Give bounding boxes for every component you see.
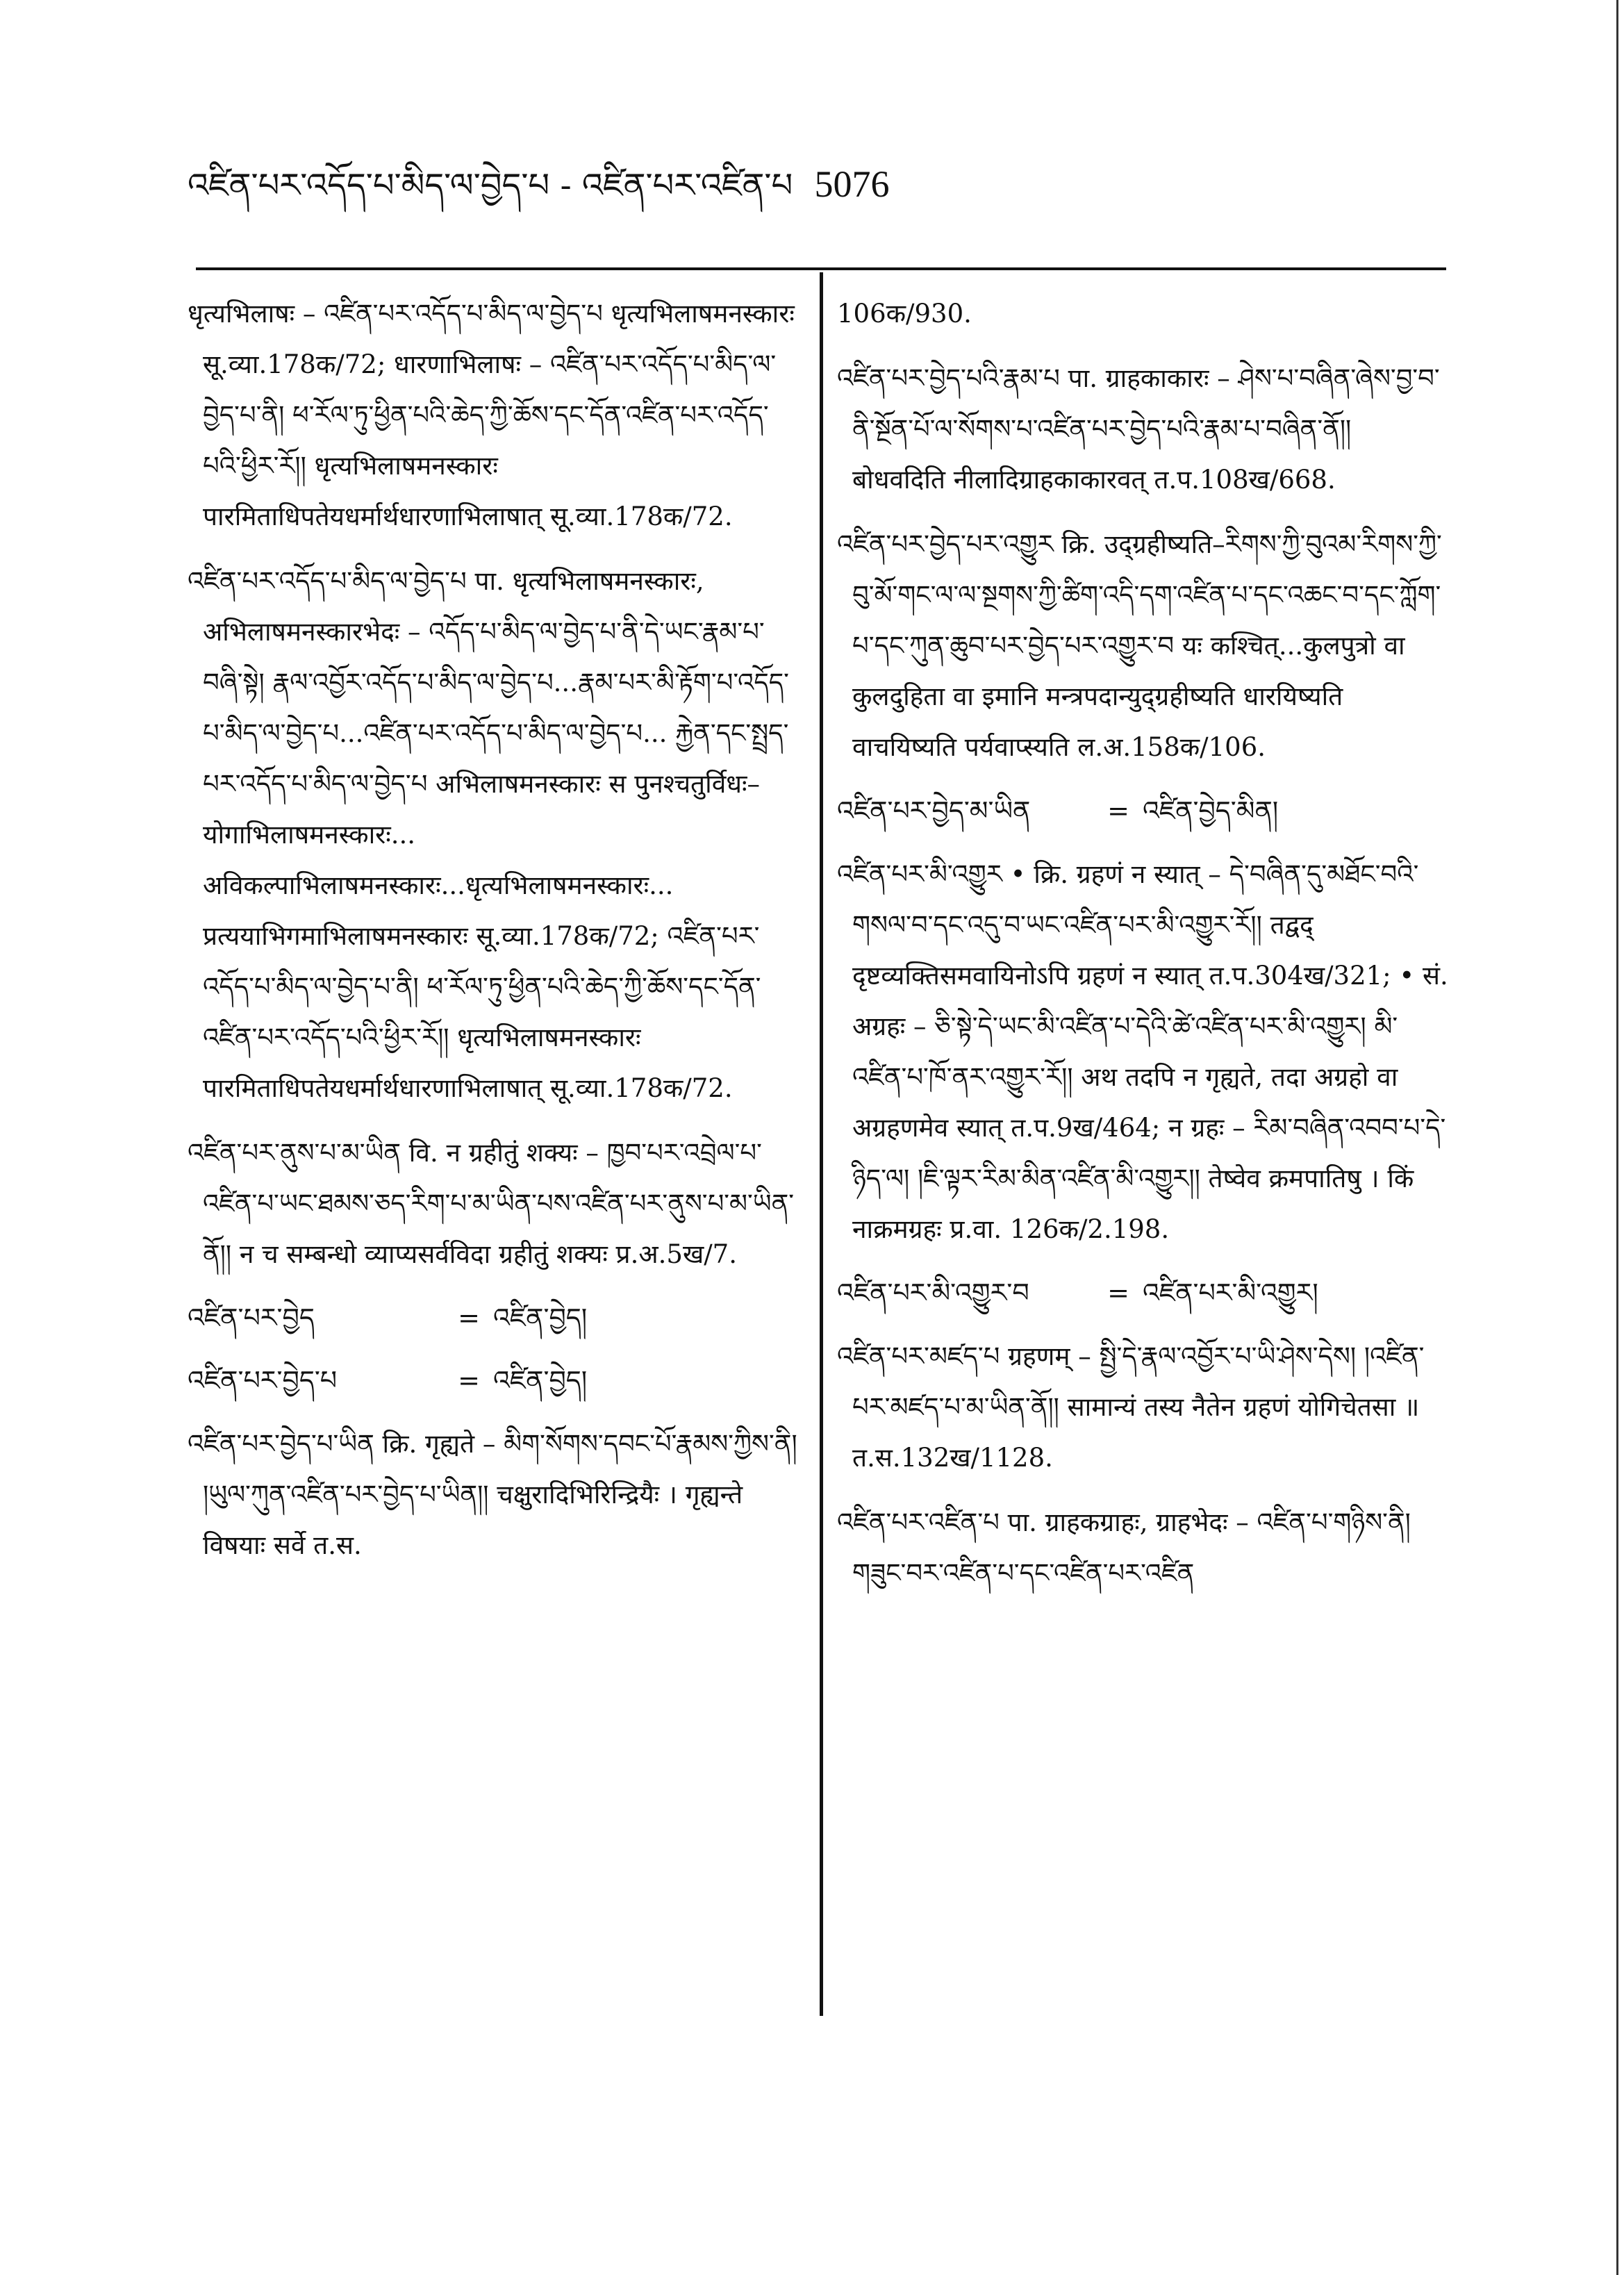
dictionary-entry: धृत्यभिलाषः – འཛིན་པར་འདོད་པ་མིད་ལ་བྱེད་པ धृत्यभिलाषमनस्कारः सू.व्या.178क/72; धारणाभिलाषः – འཛིན་པར་འདོད་པ་མིད་ལ་བྱེད་པ་ནི། ཕ་རོལ་ཏུ་ཕྱིན་པའི་ཆེད་ཀྱི་ཆོས་དང་དོན་འཛིན་པར་འདོད་པའི་ཕྱིར་རོ།། धृत्यभिलाषमनस्कारः पारमिताधिपतेयधर्मार्थधारणाभिलाषात् सू.व्या.178क/72.	[188, 299, 795, 531]
left-column	[188, 288, 802, 1585]
page-edge	[1616, 0, 1618, 2275]
cross-reference	[188, 1293, 802, 1342]
dictionary-entry: འཛིན་པར་བྱེད་པའི་རྣམ་པ पा. ग्राहकाकारः – ཤེས་པ་བཞིན་ཞེས་བྱ་བ་ནི་སྔོན་པོ་ལ་སོགས་པ་འཛིན་པར་བྱེད་པའི་རྣམ་པ་བཞིན་ནོ།། बोधवदिति नीलादिग्राहकाकारवत् त.प.108ख/668.	[837, 363, 1440, 495]
dictionary-entry: འཛིན་པར་འཛིན་པ पा. ग्राहकग्राहः, ग्राहभेदः – འཛིན་པ་གཉིས་ནི། གཟུང་བར་འཛིན་པ་དང་འཛིན་པར་འཛིན	[837, 1507, 1411, 1588]
xref-equals: =	[1107, 795, 1129, 826]
header-rule	[196, 267, 1446, 270]
xref-equals: =	[458, 1302, 480, 1333]
dictionary-entry: འཛིན་པར་མཛད་པ ग्रहणम् – སྤྱི་དེ་རྣལ་འབྱོར་པ་ཡི་ཤེས་དེས། །འཛིན་པར་མཛད་པ་མ་ཡིན་ནོ།། सामान्यं तस्य नैतेन ग्रहणं योगिचेतसा ॥ त.स.132ख/1128.	[837, 1341, 1425, 1473]
dictionary-entry: འཛིན་པར་འདོད་པ་མིད་ལ་བྱེད་པ पा. धृत्यभिलाषमनस्कारः, अभिलाषमनस्कारभेदः – འདོད་པ་མིད་ལ་བྱེད་པ་ནི་དེ་ཡང་རྣམ་པ་བཞི་སྟེ། རྣལ་འབྱོར་འདོད་པ་མིད་ལ་བྱེད་པ...རྣམ་པར་མི་རྟོག་པ་འདོད་པ་མིད་ལ་བྱེད་པ...འཛིན་པར་འདོད་པ་མིད་ལ་བྱེད་པ... རྐྱེན་དང་སྤྲད་པར་འདོད་པ་མིད་ལ་བྱེད་པ अभिलाषमनस्कारः स पुनश्चतुर्विधः–योगाभिलाषमनस्कारः... अविकल्पाभिलाषमनस्कारः...धृत्यभिलाषमनस्कारः... प्रत्ययाभिगमाभिलाषमनस्कारः सू.व्या.178क/72; འཛིན་པར་འདོད་པ་མིད་ལ་བྱེད་པ་ནི། ཕ་རོལ་ཏུ་ཕྱིན་པའི་ཆེད་ཀྱི་ཆོས་དང་དོན་འཛིན་པར་འདོད་པའི་ཕྱིར་རོ།། धृत्यभिलाषमनस्कारः पारमिताधिपतेयधर्मार्थधारणाभिलाषात् सू.व्या.178क/72.	[188, 566, 789, 1103]
dictionary-entry: འཛིན་པར་ནུས་པ་མ་ཡིན वि. न ग्रहीतुं शक्यः – ཁྱབ་པར་འབྲེལ་པ་འཛིན་པ་ཡང་ཐམས་ཅད་རིག་པ་མ་ཡིན་པས་འཛིན་པར་ནུས་པ་མ་ཡིན་ནོ།། न च सम्बन्धो व्याप्यसर्वविदा ग्रहीतुं शक्यः प्र.अ.5ख/7.	[188, 1138, 795, 1269]
xref-equals: =	[458, 1365, 480, 1396]
xref-target: འཛིན་བྱེད་མིན།	[1143, 795, 1279, 826]
xref-equals: =	[1107, 1277, 1129, 1308]
dictionary-entry-continuation: 106क/930.	[837, 299, 972, 329]
xref-headword: འཛིན་པར་མི་འགྱུར་བ	[837, 1277, 1029, 1308]
xref-target: འཛིན་པར་མི་འགྱུར།	[1143, 1277, 1318, 1308]
xref-headword: འཛིན་པར་བྱེད་པ	[188, 1365, 338, 1396]
right-column	[837, 288, 1448, 1612]
column-divider	[820, 272, 823, 2016]
xref-headword: འཛིན་པར་བྱེད	[188, 1302, 315, 1333]
page-number: 5076	[814, 163, 890, 205]
dictionary-entry: འཛིན་པར་མི་འགྱུར • क्रि. ग्रहणं न स्यात् – དེ་བཞིན་དུ་མཐོང་བའི་གསལ་བ་དང་འདུ་བ་ཡང་འཛིན་པར་མི་འགྱུར་རོ།། तद्वद् दृष्टव्यक्तिसमवायिनोऽपि ग्रहणं न स्यात् त.प.304ख/321; • सं. अग्रहः – ཅི་སྟེ་དེ་ཡང་མི་འཛིན་པ་དེའི་ཚེ་འཛིན་པར་མི་འགྱུར། མི་འཛིན་པ་ཁོ་ནར་འགྱུར་རོ།། अथ तदपि न गृह्यते, तदा अग्रहो वा अग्रहणमेव स्यात् त.प.9ख/464; न ग्रहः – རིམ་བཞིན་འབབ་པ་དེ་ཉིད་ལ། །ཇི་ལྟར་རིམ་མིན་འཛིན་མི་འགྱུར།། तेष्वेव क्रमपातिषु । किं नाक्रमग्रहः प्र.वा. 126क/2.198.	[837, 859, 1448, 1244]
xref-target: འཛིན་བྱེད།	[493, 1365, 588, 1396]
header-title: འཛིན་པར་འདོད་པ་མིད་ལ་བྱེད་པ - འཛིན་པར་འཛིན་པ	[188, 166, 793, 205]
running-header	[188, 156, 1507, 212]
cross-reference	[837, 786, 1448, 835]
cross-reference	[188, 1356, 802, 1405]
xref-headword: འཛིན་པར་བྱེད་མ་ཡིན	[837, 795, 1031, 826]
dictionary-entry: འཛིན་པར་བྱེད་པར་འགྱུར क्रि. उद्ग्रहीष्यति–རིགས་ཀྱི་བུའམ་རིགས་ཀྱི་བུ་མོ་གང་ལ་ལ་སྔགས་ཀྱི་ཚིག་འདི་དག་འཛིན་པ་དང་འཆང་བ་དང་ཀློག་པ་དང་ཀུན་ཆུབ་པར་བྱེད་པར་འགྱུར་བ यः कश्चित्...कुलपुत्रो वा कुलदुहिता वा इमानि मन्त्रपदान्युद्ग्रहीष्यति धारयिष्यति वाचयिष्यति पर्यवाप्स्यति ल.अ.158क/106.	[837, 529, 1442, 762]
xref-target: འཛིན་བྱེད།	[493, 1302, 588, 1333]
cross-reference	[837, 1268, 1448, 1317]
dictionary-entry: འཛིན་པར་བྱེད་པ་ཡིན क्रि. गृह्यते – མིག་སོགས་དབང་པོ་རྣམས་ཀྱིས་ནི། །ཡུལ་ཀུན་འཛིན་པར་བྱེད་པ་ཡིན།། चक्षुरादिभिरिन्द्रियैः । गृह्यन्ते विषयाः सर्वे त.स.	[188, 1429, 797, 1560]
